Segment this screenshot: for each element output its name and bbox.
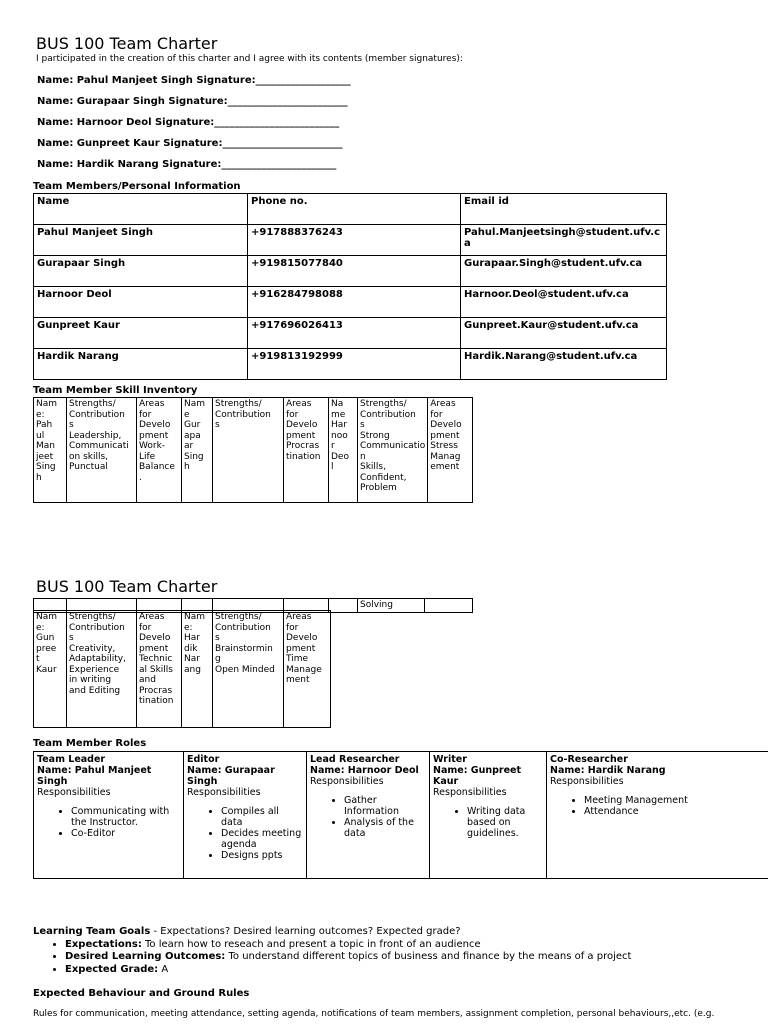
member-phone: +917888376243 xyxy=(248,225,461,256)
role-member: Name: Pahul Manjeet Singh xyxy=(37,765,152,787)
role-member: Name: Hardik Narang xyxy=(550,765,666,776)
role-title: Team Leader xyxy=(37,754,106,765)
skills-table xyxy=(33,397,473,503)
goal-label: Desired Learning Outcomes: xyxy=(65,951,226,962)
roles-heading: Team Member Roles xyxy=(33,738,147,749)
signature-line: Name: Harnoor Deol Signature:_________________________ xyxy=(37,117,340,128)
behaviour-text: Rules for communication, meeting attendance, setting agenda, notifications of team members, assignment completion, personal behaviours,,etc. (e.g. xyxy=(33,1009,715,1019)
skill-cell: Nam e: Gun pree t Kaur xyxy=(34,611,67,728)
page-title: BUS 100 Team Charter xyxy=(36,577,218,596)
skill-cell: Na me Har noo r Deo l xyxy=(329,398,358,503)
member-name: Gunpreet Kaur xyxy=(34,318,248,349)
table-row xyxy=(34,349,667,380)
role-cell xyxy=(307,752,430,879)
members-heading: Team Members/Personal Information xyxy=(33,181,241,192)
skill-cell: Strengths/ Contribution s Creativity, Adaptability, Experience in writing and Editing xyxy=(67,611,137,728)
skill-cell: Areas for Develo pment Work- Life Balance . xyxy=(137,398,182,503)
goals-heading: Learning Team Goals xyxy=(33,926,151,937)
role-member: Name: Gurapaar Singh xyxy=(187,765,275,787)
skill-cell: Areas for Develo pment Time Manage ment xyxy=(284,611,331,728)
member-email: Gurapaar.Singh@student.ufv.ca xyxy=(461,256,667,287)
roles-table xyxy=(33,751,768,879)
list-item: • Attendance xyxy=(584,806,768,817)
skill-cell xyxy=(329,599,358,613)
list-item xyxy=(65,964,763,977)
member-phone: +916284798088 xyxy=(248,287,461,318)
role-list xyxy=(433,806,543,839)
role-resp-label: Responsibilities xyxy=(37,787,111,798)
role-title: Editor xyxy=(187,754,220,765)
role-resp-label: Responsibilities xyxy=(187,787,261,798)
skill-cell: Nam e: Har dik Nar ang xyxy=(182,611,213,728)
table-row xyxy=(34,256,667,287)
goal-label: Expected Grade: xyxy=(65,963,159,975)
learning-goals xyxy=(33,926,763,976)
member-phone: +917696026413 xyxy=(248,318,461,349)
table-header-row xyxy=(34,194,667,225)
header-cell: Email id xyxy=(461,194,667,225)
member-name: Pahul Manjeet Singh xyxy=(34,225,248,256)
skill-cell: Areas for Develo pment Technic al Skills and Procras tination xyxy=(137,611,182,728)
goal-text: A xyxy=(158,963,169,975)
skill-cell: Solving xyxy=(358,599,425,613)
skill-cell: Areas for Develo pment Stress Manag ement xyxy=(428,398,473,503)
skills-heading: Team Member Skill Inventory xyxy=(33,385,198,396)
role-title: Lead Researcher xyxy=(310,754,400,765)
list-item: • Communicating with the Instructor. xyxy=(71,806,180,828)
member-name: Harnoor Deol xyxy=(34,287,248,318)
skill-cell xyxy=(425,599,473,613)
table-row xyxy=(34,287,667,318)
intro-text: I participated in the creation of this charter and I agree with its contents (member signatures): xyxy=(36,54,463,64)
role-member: Name: Harnoor Deol xyxy=(310,765,419,776)
member-name: Hardik Narang xyxy=(34,349,248,380)
skill-cell: Strengths/ Contribution s Brainstormin g Open Minded xyxy=(213,611,284,728)
role-list xyxy=(310,795,426,839)
member-name: Gurapaar Singh xyxy=(34,256,248,287)
goals-heading-rest: - Expectations? Desired learning outcomes? Expected grade? xyxy=(150,926,461,937)
table-row xyxy=(34,611,331,728)
skill-cell: Strengths/ Contribution s Strong Communicatio n Skills, Confident, Problem xyxy=(358,398,428,503)
page-title: BUS 100 Team Charter xyxy=(36,34,218,53)
goals-heading-line xyxy=(33,926,763,939)
list-item: • Co-Editor xyxy=(71,828,180,839)
goals-list xyxy=(33,939,763,977)
skill-cell: Strengths/ Contribution s xyxy=(213,398,284,503)
role-cell xyxy=(184,752,307,879)
list-item: • Gather Information xyxy=(344,795,426,817)
table-row xyxy=(34,225,667,256)
member-email: Harnoor.Deol@student.ufv.ca xyxy=(461,287,667,318)
members-table xyxy=(33,193,667,380)
behaviour-heading: Expected Behaviour and Ground Rules xyxy=(33,988,250,999)
signature-line: Name: Gurapaar Singh Signature:________________________ xyxy=(37,96,348,107)
table-row xyxy=(34,752,768,879)
role-resp-label: Responsibilities xyxy=(433,787,507,798)
member-phone: +919815077840 xyxy=(248,256,461,287)
header-cell: Name xyxy=(34,194,248,225)
goal-label: Expectations: xyxy=(65,938,142,950)
header-cell: Phone no. xyxy=(248,194,461,225)
table-row xyxy=(34,398,473,503)
list-item: • Decides meeting agenda xyxy=(221,828,303,850)
list-item: • Writing data based on guidelines. xyxy=(467,806,543,839)
goal-text: To understand different topics of business and finance by the means of a project xyxy=(225,951,632,962)
role-resp-label: Responsibilities xyxy=(550,776,624,787)
member-phone: +919813192999 xyxy=(248,349,461,380)
role-cell xyxy=(34,752,184,879)
skill-cell: Areas for Develo pment Procras tination xyxy=(284,398,329,503)
member-email: Gunpreet.Kaur@student.ufv.ca xyxy=(461,318,667,349)
member-email: Hardik.Narang@student.ufv.ca xyxy=(461,349,667,380)
role-list xyxy=(187,806,303,861)
role-resp-label: Responsibilities xyxy=(310,776,384,787)
signature-line: Name: Pahul Manjeet Singh Signature:___________________ xyxy=(37,75,351,86)
list-item: • Meeting Management xyxy=(584,795,768,806)
skill-cell: Nam e: Pah ul Man jeet Sing h xyxy=(34,398,67,503)
role-title: Co-Researcher xyxy=(550,754,628,765)
goal-text: To learn how to reseach and present a topic in front of an audience xyxy=(141,938,481,950)
skills-table-2 xyxy=(33,610,331,728)
role-list xyxy=(550,795,768,817)
member-email: Pahul.Manjeetsingh@student.ufv.c a xyxy=(461,225,667,256)
role-cell xyxy=(430,752,547,879)
list-item xyxy=(65,951,763,964)
list-item: • Compiles all data xyxy=(221,806,303,828)
list-item xyxy=(65,939,763,952)
list-item: • Analysis of the data xyxy=(344,817,426,839)
list-item: • Designs ppts xyxy=(221,850,303,861)
table-row xyxy=(34,318,667,349)
role-member: Name: Gunpreet Kaur xyxy=(433,765,522,787)
role-title: Writer xyxy=(433,754,467,765)
role-cell xyxy=(547,752,768,879)
skill-cell: Nam e Gur apa ar Sing h xyxy=(182,398,213,503)
signature-line: Name: Gunpreet Kaur Signature:________________________ xyxy=(37,138,343,149)
signature-line: Name: Hardik Narang Signature:_______________________ xyxy=(37,159,337,170)
role-list xyxy=(37,806,180,839)
skill-cell: Strengths/ Contribution s Leadership, Communicati on skills, Punctual xyxy=(67,398,137,503)
